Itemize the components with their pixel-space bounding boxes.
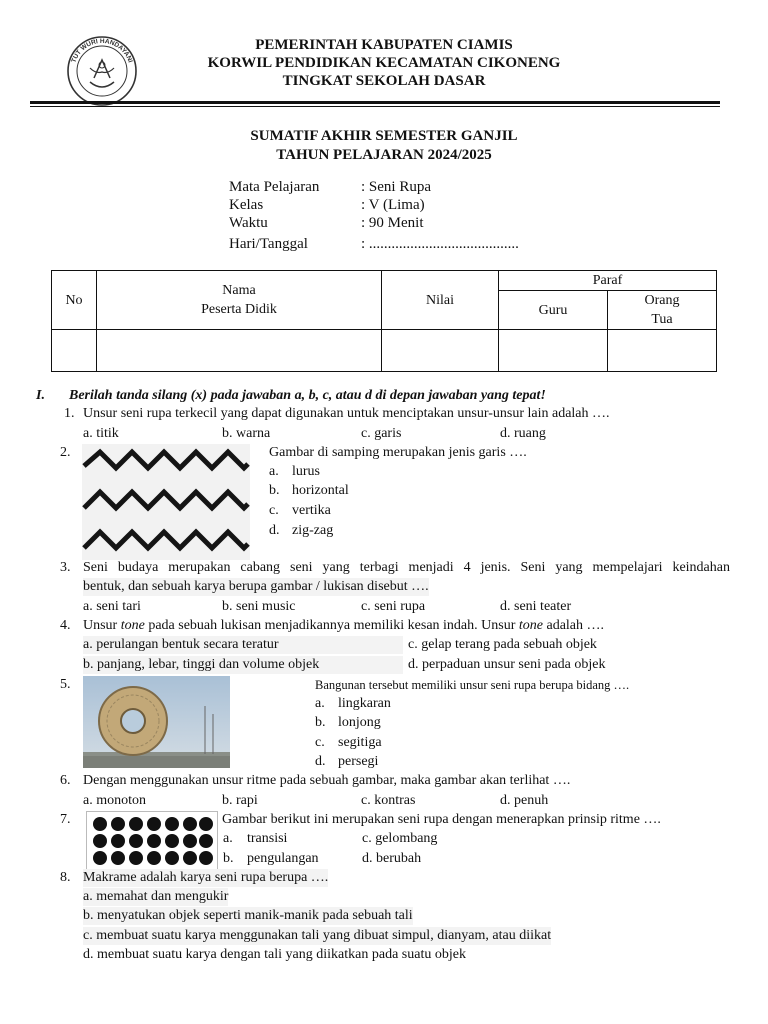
q1-option-b[interactable]: b. warna	[222, 426, 271, 441]
q4-option-c[interactable]: c. gelap terang pada sebuah objek	[408, 637, 597, 652]
q2-option-b-letter[interactable]: b.	[269, 483, 280, 498]
q4-option-d[interactable]: d. perpaduan unsur seni pada objek	[408, 657, 606, 672]
section-instruction: Berilah tanda silang (x) pada jawaban a, b, c, atau d di depan jawaban yang tepat!	[69, 388, 546, 403]
q6-option-c[interactable]: c. kontras	[361, 793, 416, 808]
col-paraf: Paraf	[499, 271, 717, 291]
q3-text-line2: bentuk, dan sebuah karya berupa gambar / lukisan disebut ….	[83, 579, 429, 594]
q7-option-a-letter[interactable]: a.	[223, 831, 233, 846]
header-line-1: PEMERINTAH KABUPATEN CIAMIS	[255, 37, 513, 53]
col-nama	[97, 271, 382, 330]
exam-title: SUMATIF AKHIR SEMESTER GANJIL	[250, 128, 518, 144]
q6-number: 6.	[60, 773, 71, 788]
cell-nama[interactable]	[97, 330, 382, 372]
q5-option-c[interactable]: segitiga	[338, 735, 382, 750]
q4-text	[83, 617, 604, 635]
q6-option-a[interactable]: a. monoton	[83, 793, 146, 808]
col-nilai: Nilai	[382, 271, 499, 330]
q4-text-post: adalah ….	[542, 618, 605, 633]
q7-option-c[interactable]: c. gelombang	[362, 831, 438, 846]
q4-text-mid: pada sebuah lukisan menjadikannya memiliki kesan indah. Unsur	[144, 618, 519, 633]
meta-label-time: Waktu	[229, 215, 268, 231]
q6-option-b[interactable]: b. rapi	[222, 793, 258, 808]
q4-text-em: tone	[120, 618, 145, 633]
q5-option-d-letter[interactable]: d.	[315, 754, 326, 769]
col-ortu-line1: Orang	[644, 293, 680, 308]
q3-option-b[interactable]: b. seni music	[222, 599, 296, 614]
q8-option-c[interactable]: c. membuat suatu karya menggunakan tali yang dibuat simpul, dianyam, atau diikat	[83, 928, 552, 943]
col-no: No	[52, 271, 97, 330]
q3-option-a[interactable]: a. seni tari	[83, 599, 141, 614]
q5-option-b-letter[interactable]: b.	[315, 715, 326, 730]
q7-text: Gambar berikut ini merupakan seni rupa dengan menerapkan prinsip ritme ….	[222, 812, 661, 827]
zigzag-lines-image	[82, 444, 250, 560]
q3-text-line1: Seni budaya merupakan cabang seni yang terbagi menjadi 4 jenis. Seni yang mempelajari keindahan	[83, 560, 730, 575]
q3-option-c[interactable]: c. seni rupa	[361, 599, 426, 614]
q6-option-d[interactable]: d. penuh	[500, 793, 549, 808]
header-line-2: KORWIL PENDIDIKAN KECAMATAN CIKONENG	[207, 55, 561, 71]
q2-option-a[interactable]: lurus	[292, 464, 320, 479]
section-number: I.	[36, 388, 45, 403]
q1-option-c[interactable]: c. garis	[361, 426, 402, 441]
q8-number: 8.	[60, 870, 71, 885]
col-orang-tua	[608, 291, 717, 330]
q7-option-b[interactable]: pengulangan	[247, 851, 319, 866]
q5-option-c-letter[interactable]: c.	[315, 735, 325, 750]
q8-option-a[interactable]: a. memahat dan mengukir	[83, 889, 229, 904]
q6-text: Dengan menggunakan unsur ritme pada sebuah gambar, maka gambar akan terlihat ….	[83, 773, 571, 788]
q2-option-a-letter[interactable]: a.	[269, 464, 279, 479]
q8-option-b[interactable]: b. menyatukan objek seperti manik-manik pada sebuah tali	[83, 908, 413, 923]
meta-value-time: : 90 Menit	[361, 215, 424, 231]
student-score-table	[51, 270, 717, 372]
q5-number: 5.	[60, 677, 71, 692]
q1-option-d[interactable]: d. ruang	[500, 426, 546, 441]
q1-option-a[interactable]: a. titik	[83, 426, 119, 441]
q5-option-d[interactable]: persegi	[338, 754, 379, 769]
header-line-3: TINGKAT SEKOLAH DASAR	[282, 73, 486, 89]
q7-option-a[interactable]: transisi	[247, 831, 288, 846]
dot-pattern-image	[86, 811, 218, 870]
q5-option-b[interactable]: lonjong	[338, 715, 381, 730]
q7-option-d[interactable]: d. berubah	[362, 851, 422, 866]
header-rule-thin	[30, 106, 720, 107]
cell-no[interactable]	[52, 330, 97, 372]
q2-option-c-letter[interactable]: c.	[269, 503, 279, 518]
col-ortu-line2: Tua	[651, 312, 673, 327]
q1-text: Unsur seni rupa terkecil yang dapat digunakan untuk menciptakan unsur-unsur lain adalah ….	[83, 406, 610, 421]
q7-number: 7.	[60, 812, 71, 827]
meta-label-date: Hari/Tanggal	[229, 236, 308, 252]
q5-option-a[interactable]: lingkaran	[338, 696, 391, 711]
q5-text: Bangunan tersebut memiliki unsur seni rupa berupa bidang ….	[315, 678, 630, 692]
q3-number: 3.	[60, 560, 71, 575]
q4-number: 4.	[60, 618, 71, 633]
q2-text: Gambar di samping merupakan jenis garis ….	[269, 445, 527, 460]
col-nama-line1: Nama	[222, 283, 256, 298]
q4-option-b[interactable]: b. panjang, lebar, tinggi dan volume objek	[83, 656, 403, 674]
meta-value-class: : V (Lima)	[361, 197, 425, 213]
meta-value-subject: : Seni Rupa	[361, 179, 431, 195]
q2-option-d-letter[interactable]: d.	[269, 523, 280, 538]
q2-number: 2.	[60, 445, 71, 460]
cell-paraf-guru[interactable]	[499, 330, 608, 372]
col-guru: Guru	[499, 291, 608, 330]
q7-option-b-letter[interactable]: b.	[223, 851, 234, 866]
q8-text: Makrame adalah karya seni rupa berupa ….	[83, 870, 329, 885]
exam-year: TAHUN PELAJARAN 2024/2025	[276, 147, 492, 163]
meta-label-subject: Mata Pelajaran	[229, 179, 320, 195]
meta-value-date[interactable]: : ........................................	[361, 236, 519, 252]
q4-option-a[interactable]: a. perulangan bentuk secara teratur	[83, 636, 403, 654]
q1-number: 1.	[64, 406, 75, 421]
col-nama-line2: Peserta Didik	[201, 302, 277, 317]
meta-label-class: Kelas	[229, 197, 264, 213]
q3-option-d[interactable]: d. seni teater	[500, 599, 572, 614]
ring-building-photo	[83, 676, 230, 768]
q4-text-pre: Unsur	[83, 618, 121, 633]
q4-text-em2: tone	[518, 618, 543, 633]
q2-option-c[interactable]: vertika	[292, 503, 331, 518]
q2-option-b[interactable]: horizontal	[292, 483, 349, 498]
q2-option-d[interactable]: zig-zag	[292, 523, 334, 538]
q5-option-a-letter[interactable]: a.	[315, 696, 325, 711]
header-rule-thick	[30, 101, 720, 104]
cell-nilai[interactable]	[382, 330, 499, 372]
svg-text:TUT WURI HANDAYANI: TUT WURI HANDAYANI	[70, 37, 134, 64]
cell-paraf-ortu[interactable]	[608, 330, 717, 372]
q8-option-d[interactable]: d. membuat suatu karya dengan tali yang diikatkan pada suatu objek	[83, 947, 466, 962]
